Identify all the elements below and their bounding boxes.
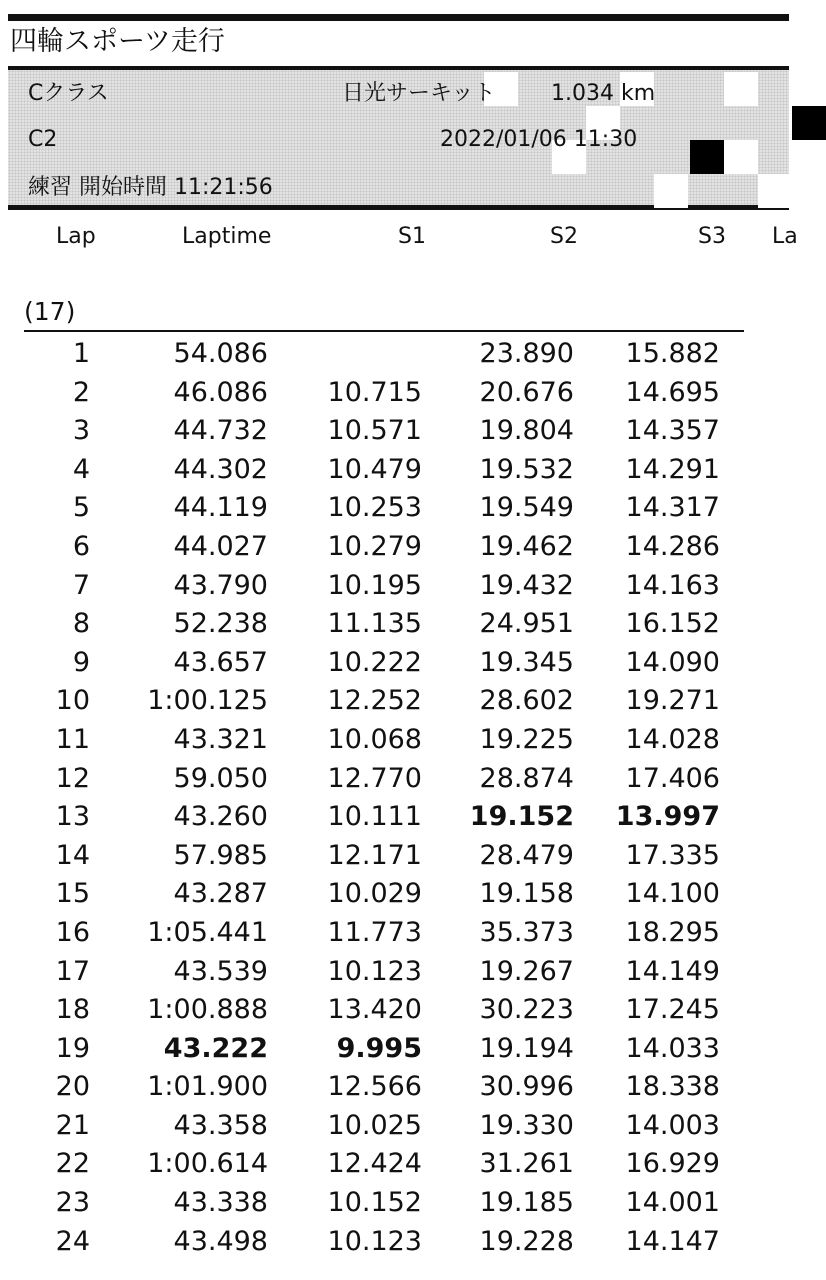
cell-laptime: 44.119 [173,492,268,524]
table-row [0,875,789,914]
cell-s2: 19.549 [479,492,574,524]
cell-s3: 16.929 [625,1148,720,1180]
session-header [8,66,789,210]
table-row [0,1068,789,1107]
table-row [0,1145,789,1184]
cell-s1: 10.253 [327,492,422,524]
table-row [0,528,789,567]
cell-laptime: 44.732 [173,415,268,447]
cell-s2: 30.996 [479,1071,574,1103]
class-name: Cクラス [28,81,109,106]
cell-lap: 24 [55,1225,90,1257]
cell-s1: 10.479 [327,453,422,485]
cell-lap: 4 [72,453,90,485]
cell-lap: 3 [72,415,90,447]
cell-lap: 19 [55,1032,90,1064]
flag-square-white [758,174,792,208]
cell-s3: 17.406 [625,762,720,794]
flag-square-white [724,72,758,106]
cell-s2: 19.152 [469,801,574,833]
cell-laptime: 1:05.441 [147,916,268,948]
column-header-lap: Lap [56,224,96,249]
cell-laptime: 1:00.888 [147,994,268,1026]
cell-lap: 22 [55,1148,90,1180]
cell-laptime: 1:00.614 [147,1148,268,1180]
cell-s1: 10.025 [327,1109,422,1141]
cell-lap: 15 [55,878,90,910]
session-datetime: 2022/01/06 11:30 [440,127,638,152]
column-header-s3: S3 [698,224,726,249]
circuit-distance: 1.034 km [551,81,656,106]
top-rule [8,14,789,21]
table-row [0,721,789,760]
cell-laptime: 44.027 [173,530,268,562]
cell-lap: 6 [72,530,90,562]
table-row [0,991,789,1030]
cell-s2: 35.373 [479,916,574,948]
cell-s2: 19.804 [479,415,574,447]
cell-laptime: 1:00.125 [147,685,268,717]
table-row [0,1030,789,1069]
cell-laptime: 54.086 [173,338,268,369]
cell-lap: 16 [55,916,90,948]
group-label: (17) [24,297,76,326]
cell-laptime: 43.222 [163,1032,268,1064]
table-row [0,953,789,992]
column-header-s1: S1 [398,224,426,249]
cell-laptime: 1:01.900 [147,1071,268,1103]
cell-s3: 16.152 [625,608,720,640]
cell-s2: 28.479 [479,839,574,871]
cell-s3: 14.357 [625,415,720,447]
table-row [0,605,789,644]
table-row [0,335,789,374]
cell-s3: 17.335 [625,839,720,871]
category-label: C2 [28,127,58,152]
cell-s3: 19.271 [625,685,720,717]
cell-s3: 14.033 [625,1032,720,1064]
flag-square-white [724,140,758,174]
cell-s3: 17.245 [625,994,720,1026]
circuit-name: 日光サーキット [342,81,496,106]
cell-s1: 10.152 [327,1187,422,1219]
cell-laptime: 44.302 [173,453,268,485]
cell-lap: 23 [55,1187,90,1219]
table-row [0,1107,789,1146]
cell-s2: 19.330 [479,1109,574,1141]
cell-s1: 10.279 [327,530,422,562]
cell-lap: 21 [55,1109,90,1141]
cell-s3: 14.100 [625,878,720,910]
cell-s3: 14.001 [625,1187,720,1219]
flag-square-white [654,174,688,208]
table-row [0,760,789,799]
column-header-laptime: Laptime [182,224,272,249]
cell-laptime: 43.498 [173,1225,268,1257]
table-row [0,412,789,451]
cell-s2: 30.223 [479,994,574,1026]
cell-s2: 19.267 [479,955,574,987]
cell-s3: 15.882 [625,338,720,369]
table-row [0,374,789,413]
cell-lap: 18 [55,994,90,1026]
cell-s1: 10.029 [327,878,422,910]
cell-s3: 14.291 [625,453,720,485]
cell-lap: 17 [55,955,90,987]
cell-s1: 10.123 [327,1225,422,1257]
cell-laptime: 57.985 [173,839,268,871]
cell-s1: 11.773 [327,916,422,948]
cell-s1: 13.420 [327,994,422,1026]
cell-laptime: 43.338 [173,1187,268,1219]
session-start-time: 練習 開始時間 11:21:56 [28,175,273,200]
cell-laptime: 43.539 [173,955,268,987]
cell-laptime: 43.790 [173,569,268,601]
cell-lap: 2 [72,376,90,408]
cell-s3: 14.695 [625,376,720,408]
column-header-extra: La [772,224,798,249]
cell-lap: 5 [72,492,90,524]
cell-s3: 14.317 [625,492,720,524]
table-row [0,644,789,683]
cell-s2: 19.185 [479,1187,574,1219]
table-row [0,451,789,490]
cell-laptime: 43.287 [173,878,268,910]
cell-lap: 8 [72,608,90,640]
cell-s1: 12.566 [327,1071,422,1103]
cell-s1: 10.195 [327,569,422,601]
table-row [0,798,789,837]
table-row [0,682,789,721]
table-row [0,837,789,876]
cell-s1: 10.111 [327,801,422,833]
cell-s3: 13.997 [615,801,720,833]
table-row [0,567,789,606]
cell-s1: 12.424 [327,1148,422,1180]
cell-s2: 19.228 [479,1225,574,1257]
group-divider [24,330,744,332]
lap-table [0,335,789,1261]
cell-s1: 12.770 [327,762,422,794]
cell-s1: 10.123 [327,955,422,987]
table-row [0,1184,789,1223]
cell-s2: 19.345 [479,646,574,678]
cell-s2: 23.890 [479,338,574,369]
cell-lap: 20 [55,1071,90,1103]
cell-s2: 19.158 [479,878,574,910]
cell-s3: 14.003 [625,1109,720,1141]
cell-lap: 10 [55,685,90,717]
table-row [0,914,789,953]
cell-lap: 12 [55,762,90,794]
cell-laptime: 43.657 [173,646,268,678]
cell-s1: 10.571 [327,415,422,447]
cell-s1: 12.252 [327,685,422,717]
cell-lap: 14 [55,839,90,871]
column-header-s2: S2 [550,224,578,249]
cell-s1: 12.171 [327,839,422,871]
cell-s3: 14.286 [625,530,720,562]
cell-lap: 1 [72,338,90,369]
cell-s2: 19.462 [479,530,574,562]
flag-square-black [792,106,826,140]
table-row [0,489,789,528]
cell-s2: 24.951 [479,608,574,640]
cell-laptime: 43.358 [173,1109,268,1141]
cell-s2: 19.194 [479,1032,574,1064]
cell-s3: 18.295 [625,916,720,948]
cell-s3: 14.090 [625,646,720,678]
cell-s1: 11.135 [327,608,422,640]
cell-s3: 14.147 [625,1225,720,1257]
cell-s2: 31.261 [479,1148,574,1180]
cell-laptime: 43.260 [173,801,268,833]
cell-laptime: 46.086 [173,376,268,408]
cell-laptime: 52.238 [173,608,268,640]
table-row [0,1223,789,1262]
cell-s1: 10.715 [327,376,422,408]
cell-s1: 10.222 [327,646,422,678]
cell-s3: 18.338 [625,1071,720,1103]
cell-s2: 28.874 [479,762,574,794]
cell-s3: 14.163 [625,569,720,601]
cell-s2: 28.602 [479,685,574,717]
cell-lap: 9 [72,646,90,678]
cell-laptime: 59.050 [173,762,268,794]
cell-s2: 19.432 [479,569,574,601]
cell-s1: 9.995 [336,1032,422,1064]
cell-s3: 14.028 [625,723,720,755]
cell-laptime: 43.321 [173,723,268,755]
cell-s3: 14.149 [625,955,720,987]
cell-s2: 20.676 [479,376,574,408]
cell-lap: 11 [55,723,90,755]
page-title: 四輪スポーツ走行 [10,26,225,57]
flag-square-black [690,140,724,174]
cell-s2: 19.225 [479,723,574,755]
cell-lap: 7 [72,569,90,601]
cell-s2: 19.532 [479,453,574,485]
cell-lap: 13 [55,801,90,833]
cell-s1: 10.068 [327,723,422,755]
